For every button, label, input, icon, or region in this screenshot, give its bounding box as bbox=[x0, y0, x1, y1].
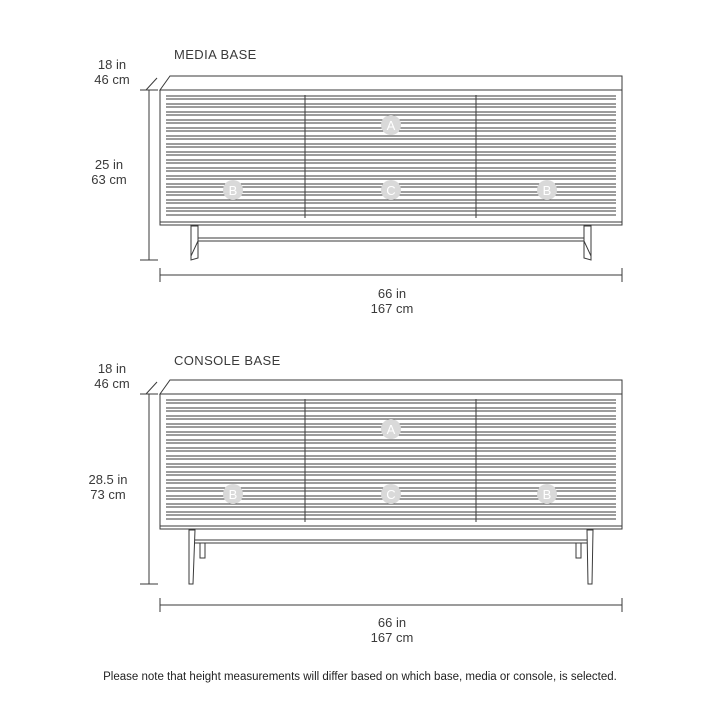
media-callout-a-text: A bbox=[386, 118, 396, 133]
media-base-title: MEDIA BASE bbox=[174, 47, 257, 62]
console-callout-b-right-text: B bbox=[542, 487, 552, 502]
console-base-title: CONSOLE BASE bbox=[174, 353, 281, 368]
console-height-cm: 73 cm bbox=[90, 487, 126, 502]
media-callout-c-text: C bbox=[386, 183, 396, 198]
height-note: Please note that height measurements will differ based on which base, media or console, is selected. bbox=[103, 671, 617, 683]
console-depth-in: 18 in bbox=[97, 361, 127, 376]
console-width-cm: 167 cm bbox=[370, 630, 414, 645]
console-callout-b-left-text: B bbox=[228, 487, 238, 502]
console-legs bbox=[189, 530, 593, 584]
console-top-surface bbox=[160, 380, 622, 394]
console-height-in: 28.5 in bbox=[88, 472, 128, 487]
console-callout-b-left bbox=[223, 484, 243, 504]
media-callout-b-right-text: B bbox=[542, 183, 552, 198]
media-depth-in: 18 in bbox=[97, 57, 127, 72]
media-width-in: 66 in bbox=[377, 286, 407, 301]
console-callout-c bbox=[381, 484, 401, 504]
media-depth-cm: 46 cm bbox=[94, 72, 130, 87]
console-depth-cm: 46 cm bbox=[94, 376, 130, 391]
media-height-in: 25 in bbox=[94, 157, 124, 172]
console-callout-a bbox=[381, 419, 401, 439]
media-callout-b-left-text: B bbox=[228, 183, 238, 198]
media-width-cm: 167 cm bbox=[370, 301, 414, 316]
console-callout-a-text: A bbox=[386, 422, 396, 437]
console-cabinet bbox=[160, 394, 622, 529]
console-callout-b-right bbox=[537, 484, 557, 504]
media-height-cm: 63 cm bbox=[91, 172, 127, 187]
console-callout-c-text: C bbox=[386, 487, 396, 502]
console-width-in: 66 in bbox=[377, 615, 407, 630]
